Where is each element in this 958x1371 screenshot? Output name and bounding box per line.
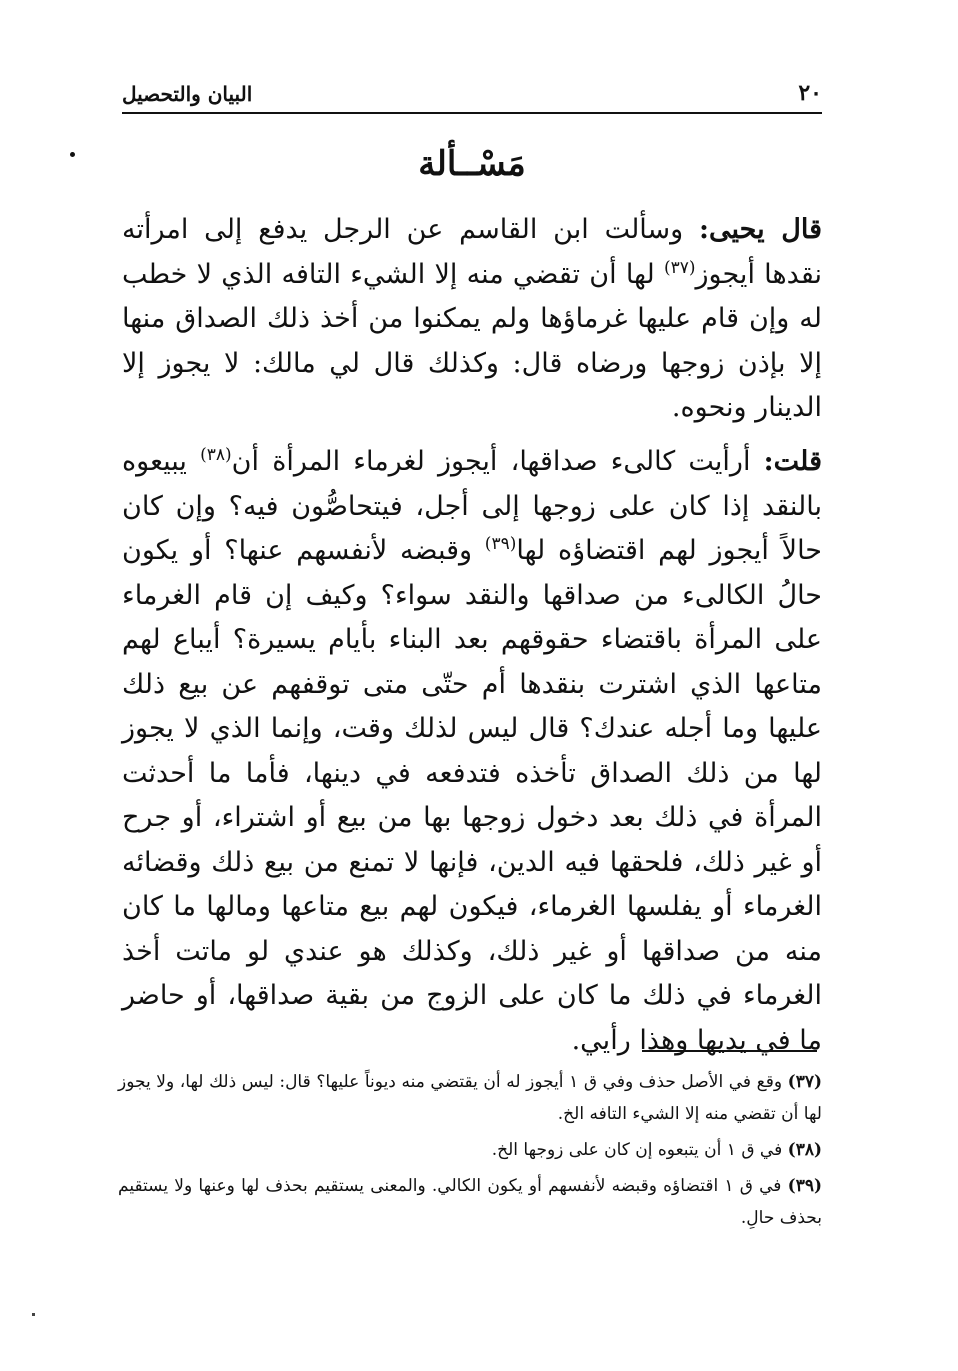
- page-header: [122, 80, 822, 108]
- footnote-text: في ق ١ أن يتبعوه إن كان على زوجها الخ.: [491, 1140, 788, 1160]
- paragraph-2-text-a: أرأيت كالىء صداقها، أيجوز لغرماء المرأة أن: [231, 446, 764, 477]
- footnote-text: وقع في الأصل حذف وفي ق ١ أيجوز له أن يقتضي منه ديوناً عليها؟ قال: ليس ذلك لها، ولا يجوز لها أن تقضي منه إلا الشيء التافه الخ.: [118, 1072, 822, 1124]
- section-title: مَسْــألة: [418, 144, 526, 184]
- page-number: ٢٠: [798, 80, 822, 106]
- running-title: البيان والتحصيل: [122, 82, 253, 106]
- footnote-number: (٣٩): [787, 1176, 823, 1196]
- footnote-37: [118, 1066, 822, 1130]
- paragraph-2: [122, 440, 822, 1063]
- paragraph-1: [122, 208, 822, 431]
- footnote-number: (٣٧): [787, 1072, 823, 1092]
- paragraph-2-text-c: وقبضه لأنفسهم عنها؟ أو يكون حالُ الكالىء من صداقها والنقد سواء؟ وكيف إن قام الغرماء على المرأة باقتضاء حقوقهم بعد البناء بأيام يسيرة؟ أيباع لهم متاعها الذي اشترت بنقدها أم حتّى متى توقفهم عن بيع ذلك عليها وما أجله عندك؟ قال ليس لذلك وقت، وإنما الذي لا يجوز لها من ذلك الصداق تأخذه فتدفعه في دينها، فأما ما أحدثت المرأة في ذلك بعد دخول زوجها بها من بيع أو اشتراء، أو جرح أو غير ذلك، فلحقها فيه الدين، فإنها لا تمنع من بيع ذلك وقضائه الغرماء أو يفلسها الغرماء، فيكون لهم بيع متاعها ومالها ما كان منه من صداقها أو غير ذلك، وكذلك هو عندي لو ماتت أخذ الغرماء في ذلك ما كان على الزوج من بقية صداقها، أو حاضر ما في يديها وهذا رأيي.: [122, 535, 822, 1056]
- footnote-ref-38: (٣٨): [200, 445, 232, 465]
- stray-mark: [32, 1313, 35, 1316]
- footnote-39: [118, 1170, 822, 1234]
- footnote-number: (٣٨): [787, 1140, 822, 1160]
- footnote-ref-37: (٣٧): [663, 257, 696, 278]
- footnote-ref-39: (٣٩): [484, 534, 517, 554]
- paragraph-1-text-b: لها أن تقضي منه إلا الشيء التافه الذي لا خطب له وإن قام عليها غرماؤها ولم يمكنوا من أخذ ذلك الصداق منها إلا بإذن زوجها ورضاه قال: وكذلك قال لي مالك: لا يجوز إلا الدينار ونحوه.: [122, 258, 822, 423]
- paragraph-2-lead: قلت:: [763, 446, 822, 477]
- footnote-text: في ق ١ اقتضاؤه وقبضه لأنفسهم أو يكون الكالي. والمعنى يستقيم بحذف لها وعنها ولا يستقيم بحذف حالِ.: [118, 1176, 822, 1228]
- header-rule: [122, 112, 822, 114]
- paragraph-2-text-b: يبيعوه بالنقد إذا كان على زوجها إلى أجل، فيتحاصُّون فيه؟ وإن كان حالاً أيجوز لهم اقتضاؤه لها: [122, 446, 822, 566]
- stray-dot: [70, 152, 75, 157]
- footnotes: [118, 1066, 822, 1238]
- paragraph-1-lead: قال يحيى:: [699, 214, 822, 245]
- footnote-rule: [642, 1050, 817, 1052]
- footnote-38: [118, 1134, 822, 1166]
- paragraph-1-text-a: وسألت ابن القاسم عن الرجل يدفع إلى امرأته نقدها أيجوز: [122, 214, 822, 290]
